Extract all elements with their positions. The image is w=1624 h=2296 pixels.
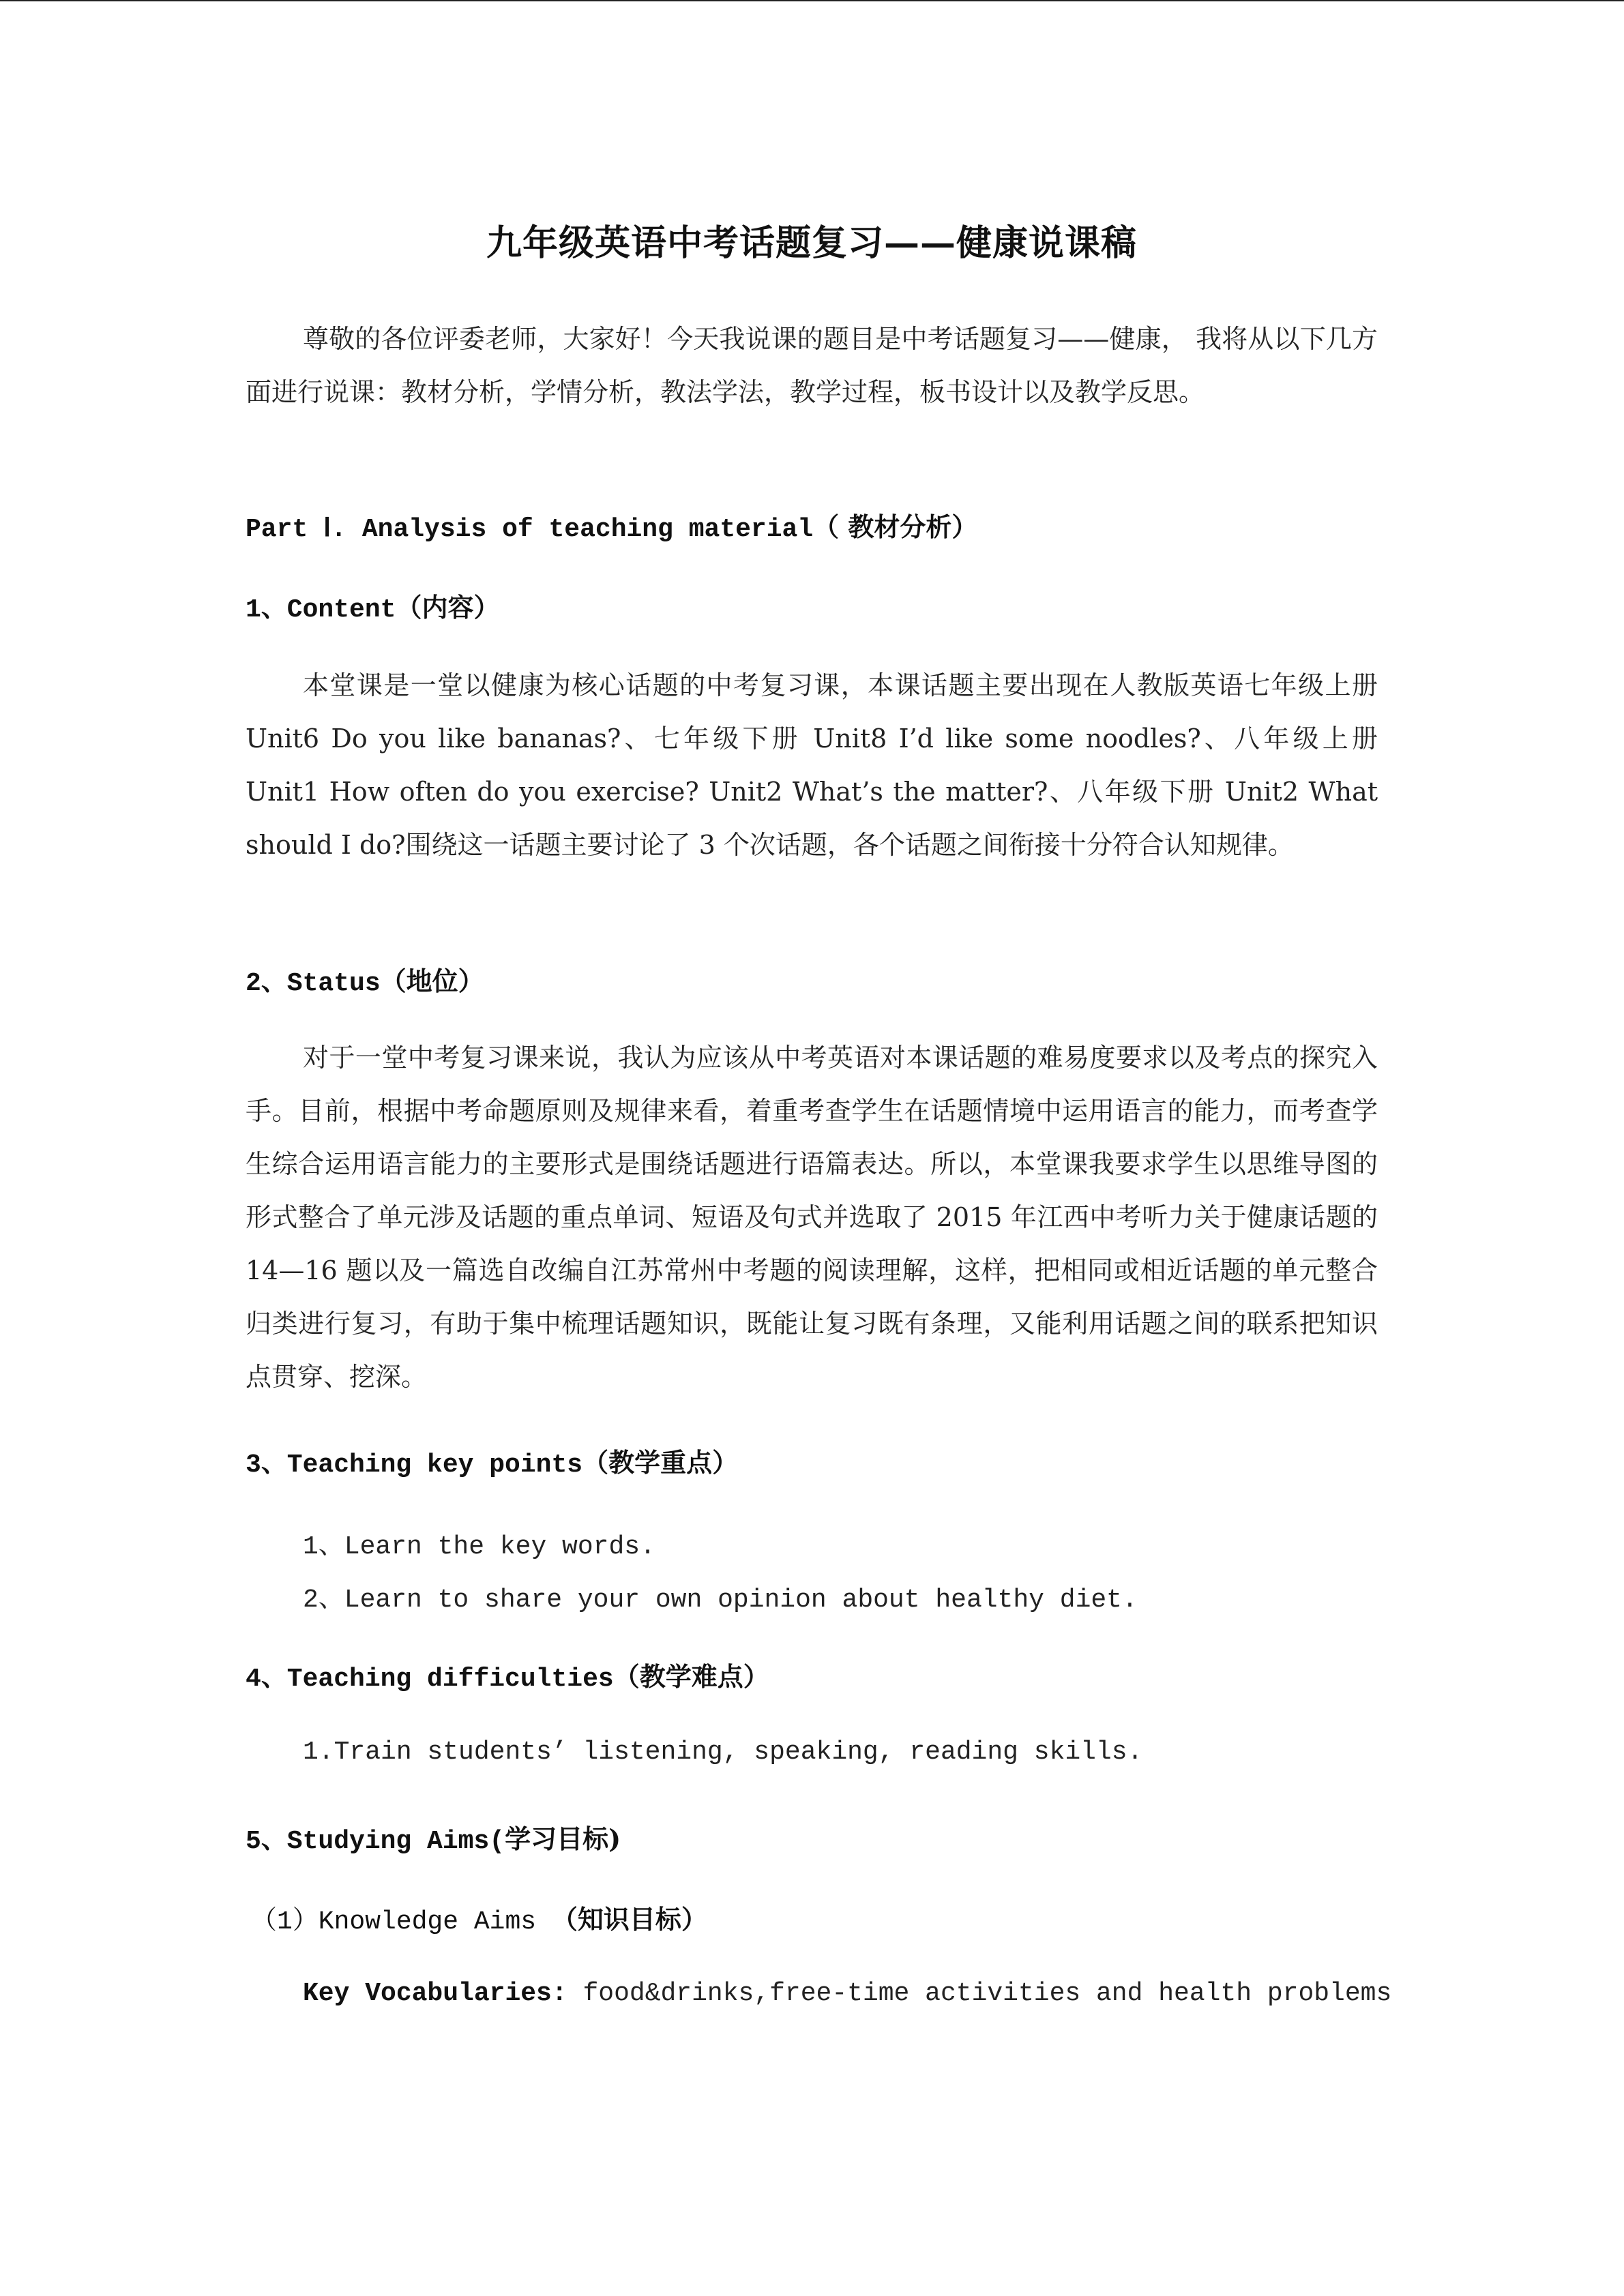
section5-heading-cn: 学习目标) — [505, 1823, 621, 1854]
page-title: 九年级英语中考话题复习——健康说课稿 — [486, 222, 1137, 264]
section2-paragraph: 对于一堂中考复习课来说，我认为应该从中考英语对本课话题的难易度要求以及考点的探究入手。目前，根据中考命题原则及规律来看，着重考查学生在话题情境中运用语言的能力，而考查学生综合运用语言能力的主要形式是围绕话题进行语篇表达。所以，本堂课我要求学生以思维导图的形式整合了单元涉及话题的重点单词、短语及句式并选取了 2015 年江西中考听力关于健康话题的 14—16 题以及一篇选自改编自江苏常州中考题的阅读理解，这样，把相同或相近话题的单元整合归类进行复习，有助于集中梳理话题知识，既能让复习既有条理，又能利用话题之间的联系把知识点贯穿、挖深。 — [246, 1043, 1378, 1392]
section1-paragraph: 本堂课是一堂以健康为核心话题的中考复习课，本课话题主要出现在人教版英语七年级上册 Unit6 Do you like bananas?、七年级下册 Unit8 I’d like some noodles?、八年级上册 Unit1 How often do you exercise? Unit2 What’s the matter?、八年级下册 Unit2 What should I do?围绕这一话题主要讨论了 3 个次话题，各个话题之间衔接十分符合认知规律。 — [246, 670, 1378, 860]
part1-heading-cn: 教材分析） — [839, 511, 978, 542]
key-vocabularies-value: food&drinks,free-time activities and health problems — [567, 1979, 1392, 2008]
section5-heading-en: 5、Studying Aims( — [246, 1827, 505, 1856]
section3-heading-cn: （教学重点） — [582, 1447, 739, 1478]
part1-heading-en: Part Ⅰ. Analysis of teaching material（ — [246, 515, 840, 544]
section1-heading-en: 1、Content — [246, 595, 396, 625]
knowledge-aims-heading — [251, 1898, 707, 1937]
section2-heading-en: 2、Status — [246, 969, 381, 998]
key-point-item: 2、Learn to share your own opinion about healthy diet. — [303, 1585, 1138, 1615]
knowledge-aims-en: （1）Knowledge Aims — [251, 1907, 552, 1937]
section4-heading — [246, 1656, 769, 1694]
key-vocabularies — [303, 1979, 1391, 2008]
section4-heading-cn: （教学难点） — [613, 1661, 769, 1692]
section2-heading — [246, 960, 484, 998]
section1-heading — [246, 586, 499, 625]
key-vocabularies-label: Key Vocabularies: — [303, 1979, 567, 2008]
section4-heading-en: 4、Teaching difficulties — [246, 1665, 614, 1694]
key-point-item: 1、Learn the key words. — [303, 1532, 655, 1562]
knowledge-aims-cn: （知识目标） — [551, 1904, 707, 1935]
section1-heading-cn: （内容） — [396, 592, 500, 623]
section5-heading — [246, 1818, 621, 1856]
section3-heading — [246, 1442, 738, 1480]
intro-paragraph: 尊敬的各位评委老师，大家好！今天我说课的题目是中考话题复习——健康， 我将从以下几方面进行说课：教材分析，学情分析，教法学法，教学过程，板书设计以及教学反思。 — [246, 324, 1378, 407]
section3-heading-en: 3、Teaching key points — [246, 1450, 583, 1480]
section2-heading-cn: （地位） — [380, 966, 484, 996]
difficulty-item: 1.Train students’ listening, speaking, reading skills. — [303, 1738, 1143, 1767]
part1-heading — [246, 506, 977, 544]
